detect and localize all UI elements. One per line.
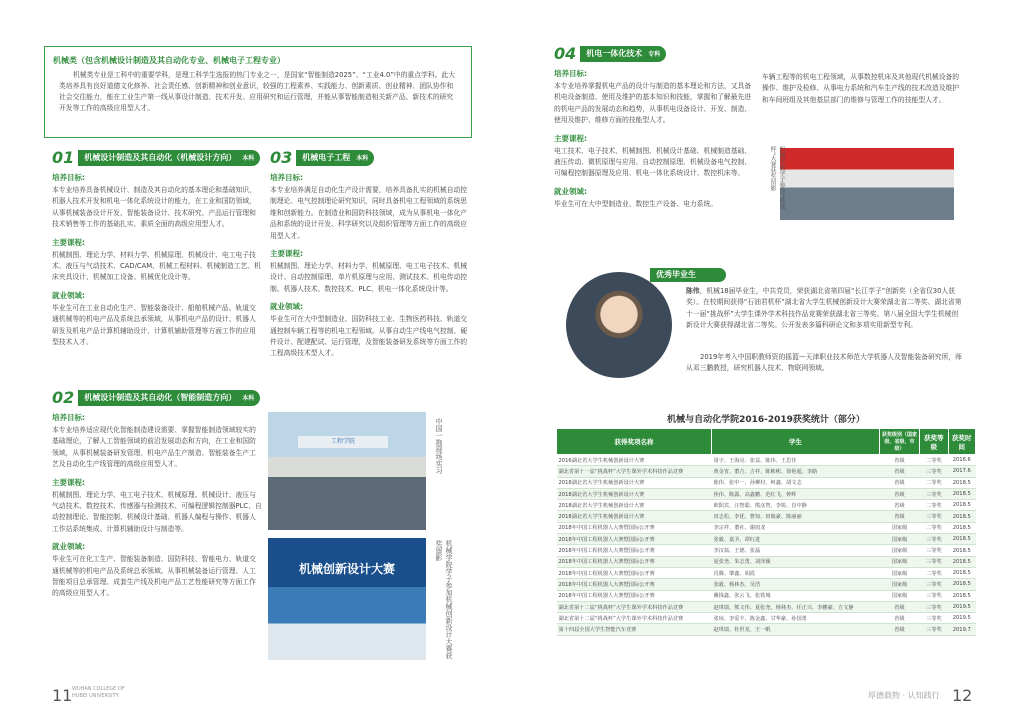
table-cell: 2018年中国工程机器人大赛暨国际公开赛 bbox=[557, 534, 712, 545]
table-cell: 省级 bbox=[879, 613, 920, 624]
table-cell: 2018.5 bbox=[948, 545, 975, 556]
section-title bbox=[296, 150, 374, 166]
job-label: 就业领域: bbox=[52, 542, 85, 552]
table-cell: 2018.5 bbox=[948, 556, 975, 567]
intro-title: 机械类（包含机械设计制造及其自动化专业、机械电子工程专业） bbox=[53, 56, 285, 65]
course-text: 机械制图、理论力学、材料力学、机械原理、机械设计、电工电子技术、液压与气动技术、CAD/CAM、机械工程材料、机械制造工艺、机床夹具设计、机械加工设备、机械优化设计等。 bbox=[52, 250, 261, 282]
table-row bbox=[557, 545, 976, 556]
table-cell: 2018年中国工程机器人大赛暨国际公开赛 bbox=[557, 522, 712, 533]
table-cell: 2018.5 bbox=[948, 511, 975, 522]
section-title bbox=[78, 150, 260, 166]
graduate-bio bbox=[686, 286, 962, 332]
table-cell: 省级 bbox=[879, 601, 920, 612]
table-cell: 2018湖北省大学生机械创新设计大赛 bbox=[557, 500, 712, 511]
table-title: 机械与自动化学院2016-2019获奖统计（部分） bbox=[667, 415, 865, 425]
table-row bbox=[557, 567, 976, 578]
section-title-text: 机械设计制造及其自动化（智能制造方向） bbox=[84, 393, 237, 402]
graduate-bio2: 2019年考入中国职教师资的摇篮—天津职业技术师范大学机器人及智能装备研究所，师从邓三鹏教授，研究机器人技术、物联网领域。 bbox=[686, 353, 962, 373]
table-cell: 二等奖 bbox=[920, 455, 948, 466]
job-text: 毕业生可在大中型制造业、国防科技工业、生物医药科技、轨道交通控制车辆工程等的机电工程领域。从事自动生产线电气控制、硬件设计、配建配试、运行管理，及智能装备研发系统等方面工作的工程高级技术型人才。 bbox=[270, 315, 468, 358]
section-tag: 本科 bbox=[356, 155, 369, 162]
table-cell: 国家级 bbox=[879, 556, 920, 567]
table-cell: 三等奖 bbox=[920, 601, 948, 612]
table-cell: 国家级 bbox=[879, 534, 920, 545]
section-number: 02 bbox=[52, 388, 75, 407]
table-cell: 省级 bbox=[879, 455, 920, 466]
table-cell: 三等奖 bbox=[920, 579, 948, 590]
table-cell: 张琼、李爱丰、陈金鑫、甘华豪、孙国勇 bbox=[711, 613, 879, 624]
table-header: 获奖级别（国家级、省级、市级） bbox=[879, 429, 920, 455]
table-cell: 湖北省第十二届“挑战杯”大学生课外学术科技作品竞赛 bbox=[557, 613, 712, 624]
table-cell: 三等奖 bbox=[920, 534, 948, 545]
table-header: 获得奖项名称 bbox=[557, 429, 712, 455]
goal-text: 本专业培养掌握机电产品的设计与制造的基本理论和方法，又具备机电设备制造、使用及维护的基本知识和技能，掌握和了解最先进的机电产品的发展动态和趋势，从事机电设备设计、开发、制造、使用及维护、维修方面的技能型人才。 bbox=[554, 82, 752, 125]
table-cell: 周宇、王海亮、张益、陈伟、王思佳 bbox=[711, 455, 879, 466]
table-cell: 黄金宵、董吉、吉祥、陈彬彬、徐艳超、李路 bbox=[711, 466, 879, 477]
course-text: 机械制图、理论力学、材料力学、机械原理、电工电子技术、机械设计、自动控制原理、单片机原理与应用、测试技术、机电传动控制、机器人技术、数控技术、PLC、机电一体化系统设计等。 bbox=[270, 262, 468, 293]
section-02 bbox=[52, 390, 262, 600]
table-header-row bbox=[557, 429, 976, 455]
photo-banner: 工程学院 bbox=[298, 436, 388, 448]
graduate-bio-text: ，机械18届毕业生，中共党员，荣获湖北省第四届“长江学子”创新奖（全省仅30人获奖）。在校期间获得“石油君机杯”湖北省大学生机械创新设计大赛荣湖北省二等奖、湖北省第十一届“挑战杯”大学生课外学术科技作品竞赛荣获湖北省三等奖、第八届全国大学生机械创新设计大赛获得湖北省二等奖。公开发表多篇科研论文和多项实用新型专利。 bbox=[686, 287, 962, 330]
table-cell: 省级 bbox=[879, 466, 920, 477]
table-cell: 国家级 bbox=[879, 545, 920, 556]
table-cell: 三等奖 bbox=[920, 613, 948, 624]
table-row bbox=[557, 556, 976, 567]
table-row bbox=[557, 455, 976, 466]
table-cell: 2019.7 bbox=[948, 624, 975, 635]
school-name-line: HUBEI UNIVERSITY bbox=[72, 693, 119, 699]
table-cell: 三等奖 bbox=[920, 466, 948, 477]
intro-box bbox=[44, 46, 472, 138]
course-text: 电工技术、电子技术、机械制图、机械设计基础、机械制造基础、液压传动、微机原理与应用、自动控制原理、机械设备电气控制、可编程控制器原理及应用、机电一体化系统设计、数控机床等。 bbox=[554, 146, 752, 178]
course-label: 主要课程: bbox=[554, 133, 587, 143]
table-cell: 2018.5 bbox=[948, 477, 975, 488]
table-body bbox=[557, 455, 976, 636]
table-cell: 2018.5 bbox=[948, 534, 975, 545]
table-row bbox=[557, 534, 976, 545]
table-cell: 2018.5 bbox=[948, 579, 975, 590]
photo-caption: 中国一拖现场实习 bbox=[435, 418, 443, 474]
table-cell: 2018.5 bbox=[948, 488, 975, 499]
table-row bbox=[557, 601, 976, 612]
table-cell: 陈伟、张中一、孙柳村、柯鑫、胡文志 bbox=[711, 477, 879, 488]
table-cell: 李汉翁、王德、张磊 bbox=[711, 545, 879, 556]
table-cell: 2019.5 bbox=[948, 613, 975, 624]
page-number-right: 12 bbox=[952, 686, 973, 705]
job-label: 就业领域: bbox=[554, 186, 587, 196]
section-01 bbox=[52, 150, 262, 348]
course-label: 主要课程: bbox=[52, 477, 85, 487]
intro-text: 机械类专业是工科中的重要学科，是理工科学生选报的热门专业之一，是国家“智能制造2025”、“工业4.0”中的重点学科。此大类培养具有良好道德文化修养、社会责任感、创新精神和创业意识，较强的工程素养、实践能力、创新素质、创业精神、团队协作和社会交往能力，能在工业生产第一线从事设计制造、技术开发、应用研究和运行管理，并能从事智能制造相关新产品、新技术的研究开发等工作的高级应用型人才。 bbox=[59, 71, 456, 112]
table-row bbox=[557, 590, 976, 601]
table-cell: 省级 bbox=[879, 477, 920, 488]
goal-text: 本专业培养具备机械设计、制造及其自动化的基本理论和基础知识，机器人技术开发和机电一体化系统设计的能力，在工业和国防领域，从事机械装备设计开发、智能装备设计、技术研究、产品运行管理和技术销售等工作的基础扎实、素质全面的高级应用型人才。 bbox=[52, 186, 256, 229]
table-cell: 省级 bbox=[879, 488, 920, 499]
table-row bbox=[557, 488, 976, 499]
table-header: 学生 bbox=[711, 429, 879, 455]
table-row bbox=[557, 624, 976, 635]
table-cell: 赵琪瑞、熊文伟、夏张尧、杨林杰、任正兴、李鹏豪、方文静 bbox=[711, 601, 879, 612]
school-name bbox=[72, 686, 125, 700]
table-cell: 肖腾、肇鑫、胡霞 bbox=[711, 567, 879, 578]
section-03 bbox=[270, 150, 470, 360]
table-cell: 2016湖北省大学生机械创新设计大赛 bbox=[557, 455, 712, 466]
table-cell: 三等奖 bbox=[920, 545, 948, 556]
course-label: 主要课程: bbox=[270, 249, 303, 259]
table-cell: 田志松、李优、曹知、田俊豪、陈丽丽 bbox=[711, 511, 879, 522]
table-cell: 夏张尧、朱志勇、刘泽颖 bbox=[711, 556, 879, 567]
table-cell: 赵琪瑞、杜世龙、王一帆 bbox=[711, 624, 879, 635]
course-label: 主要课程: bbox=[52, 237, 85, 247]
section-title bbox=[580, 46, 666, 62]
table-cell: 2018年中国工程机器人大赛暨国际公开赛 bbox=[557, 545, 712, 556]
table-cell: 国家级 bbox=[879, 522, 920, 533]
table-cell: 二等奖 bbox=[920, 567, 948, 578]
table-cell: 张毅、嘉圣、谭红进 bbox=[711, 534, 879, 545]
table-cell: 三等奖 bbox=[920, 556, 948, 567]
competition-group-photo bbox=[268, 538, 426, 660]
section-number: 01 bbox=[52, 148, 75, 167]
job-text: 毕业生可在工业自动化生产、智能装备设计、船舶机械产品、轨道交通机械等的机电产品及系统总承领域，从事机电产品的设计、机器人研发及机电产品计算机辅助设计、计算机辅助管理等方面工作的应用型技术人才。 bbox=[52, 303, 256, 347]
table-cell: 湖北省第十二届“挑战杯”大学生课外学术科技作品竞赛 bbox=[557, 601, 712, 612]
motto: 厚德载物 · 认知践行 bbox=[868, 691, 940, 700]
table-cell: 国家级 bbox=[879, 567, 920, 578]
table-cell: 2018年中国工程机器人大赛暨国际公开赛 bbox=[557, 567, 712, 578]
table-cell: 2018.5 bbox=[948, 500, 975, 511]
table-cell: 2019.5 bbox=[948, 601, 975, 612]
photo-caption: 机械学院学子参加“挑战杯”大赛获奖留影 bbox=[769, 146, 785, 210]
table-cell: 省级 bbox=[879, 624, 920, 635]
table-cell: 二等奖 bbox=[920, 522, 948, 533]
table-cell: 三等奖 bbox=[920, 488, 948, 499]
goal-label: 培养目标: bbox=[52, 173, 85, 182]
table-row bbox=[557, 477, 976, 488]
table-cell: 三等奖 bbox=[920, 590, 948, 601]
table-row bbox=[557, 579, 976, 590]
factory-group-photo bbox=[268, 412, 426, 530]
table-cell: 二等奖 bbox=[920, 500, 948, 511]
table-cell: 2018湖北省大学生机械创新设计大赛 bbox=[557, 488, 712, 499]
challenge-cup-photo bbox=[780, 148, 954, 220]
table-cell: 2018.5 bbox=[948, 522, 975, 533]
table-cell: 国家级 bbox=[879, 579, 920, 590]
table-cell: 欧阳宾、汪智聪、熊彦智、李锐、肖中静 bbox=[711, 500, 879, 511]
table-cell: 三等奖 bbox=[920, 511, 948, 522]
table-cell: 2016.6 bbox=[948, 455, 975, 466]
section-title bbox=[78, 390, 260, 406]
table-row bbox=[557, 522, 976, 533]
table-cell: 2018年中国工程机器人大赛暨国际公开赛 bbox=[557, 556, 712, 567]
table-row bbox=[557, 500, 976, 511]
photo-banner: 机械创新设计大赛 bbox=[298, 562, 395, 576]
section-tag: 本科 bbox=[242, 395, 255, 402]
course-text: 机械制图、理论力学、电工电子技术、机械原理、机械设计、液压与气动技术、数控技术、传感器与检测技术、可编程逻辑控制器PLC、自动控制理论、智能控制、机械设计基础、机器人编程与操作、机器人工作站系统集成、计算机辅助设计与制造等。 bbox=[52, 490, 262, 533]
table-cell: 张毅、杨林杰、吴浩 bbox=[711, 579, 879, 590]
table-header: 获奖等级 bbox=[920, 429, 948, 455]
table-cell: 戴钱鑫、张云飞、张铁城 bbox=[711, 590, 879, 601]
section-number: 04 bbox=[554, 44, 577, 63]
table-cell: 李宗祥、董社、谢雨龙 bbox=[711, 522, 879, 533]
table-cell: 二等奖 bbox=[920, 477, 948, 488]
section-04 bbox=[554, 46, 754, 210]
section-title-text: 机械电子工程 bbox=[302, 153, 351, 162]
page-number-left: 11 bbox=[52, 686, 73, 705]
job-label: 就业领域: bbox=[270, 302, 303, 312]
photo-caption: 机械学院学子参加机械创新设计大赛获奖留影 bbox=[435, 540, 453, 659]
graduate-heading: 优秀毕业生 bbox=[650, 268, 726, 282]
graduate-avatar bbox=[566, 272, 672, 378]
table-cell: 省级 bbox=[879, 511, 920, 522]
table-row bbox=[557, 466, 976, 477]
goal-label: 培养目标: bbox=[554, 69, 587, 78]
table-cell: 第十四届全国大学生智能汽车竞赛 bbox=[557, 624, 712, 635]
section-04-continued: 车辆工程等的机电工程领域，从事数控机床及其他现代机械设备的操作、维护及检修、从事电力系统和汽车生产线的技术改造及维护和车间班组及其他基层部门的维修与管理工作的技能型人才。 bbox=[762, 73, 960, 104]
table-cell: 2018年中国工程机器人大赛暨国际公开赛 bbox=[557, 579, 712, 590]
job-text: 毕业生可在化工生产、智能装备制造、国防科技、智能电力、轨道交通机械等的机电产品及系统总承领域。从事机械装备运行管理、人工智能项目总承管理、成套生产线及机电产品工艺性能研究等方面工作的高级应用型人才。 bbox=[52, 555, 256, 598]
goal-label: 培养目标: bbox=[52, 413, 85, 422]
table-cell: 2018湖北省大学生机械创新设计大赛 bbox=[557, 511, 712, 522]
table-row bbox=[557, 613, 976, 624]
goal-text: 本专业培养适应现代化智能制造建设需要、掌握智能制造领域较实的基础理论，了解人工智能领域的前沿发展动态和方向，在工业和国防领域，从事机械装备研发管理、机电产品生产制造、智能装备生产工艺及自动化生产线管理的高级应用型人才。 bbox=[52, 426, 256, 469]
goal-text: 本专业培养满足自动化生产设计需要，培养具备扎实的机械自动控制理论、电气控制理论研究知识，同时具备机电工程领域的系统思维和创新能力。在制造业和国防科技领域，成为从事机电一体化产品和系统的设计开发、科学研究以及组织管理等方面工作的高级应用型人才。 bbox=[270, 186, 468, 240]
school-name-line: WUHAN COLLEGE OF bbox=[72, 686, 125, 692]
table-cell: 湖北省第十一届“挑战杯”大学生课外学术科技作品竞赛 bbox=[557, 466, 712, 477]
table-cell: 国家级 bbox=[879, 590, 920, 601]
table-cell: 三等奖 bbox=[920, 624, 948, 635]
table-cell: 焦伟、陈露、高鑫鹏、范红飞、钟辉 bbox=[711, 488, 879, 499]
table-cell: 2017.6 bbox=[948, 466, 975, 477]
table-cell: 2018.5 bbox=[948, 567, 975, 578]
section-tag: 专科 bbox=[648, 51, 661, 58]
job-text: 毕业生可在大中型制造业、数控生产设备、电力系统。 bbox=[554, 199, 718, 208]
graduate-name: 陈伟 bbox=[686, 287, 700, 295]
goal-label: 培养目标: bbox=[270, 173, 303, 182]
table-row bbox=[557, 511, 976, 522]
job-label: 就业领域: bbox=[52, 290, 85, 300]
section-title-text: 机电一体化技术 bbox=[586, 49, 643, 58]
section-title-text: 机械设计制造及其自动化（机械设计方向） bbox=[84, 153, 237, 162]
table-cell: 省级 bbox=[879, 500, 920, 511]
section-number: 03 bbox=[270, 148, 293, 167]
section-tag: 本科 bbox=[242, 155, 255, 162]
table-cell: 2018.5 bbox=[948, 590, 975, 601]
table-header: 获奖时间 bbox=[948, 429, 975, 455]
awards-table bbox=[556, 428, 976, 636]
table-cell: 2018湖北省大学生机械创新设计大赛 bbox=[557, 477, 712, 488]
table-cell: 2018年中国工程机器人大赛暨国际公开赛 bbox=[557, 590, 712, 601]
